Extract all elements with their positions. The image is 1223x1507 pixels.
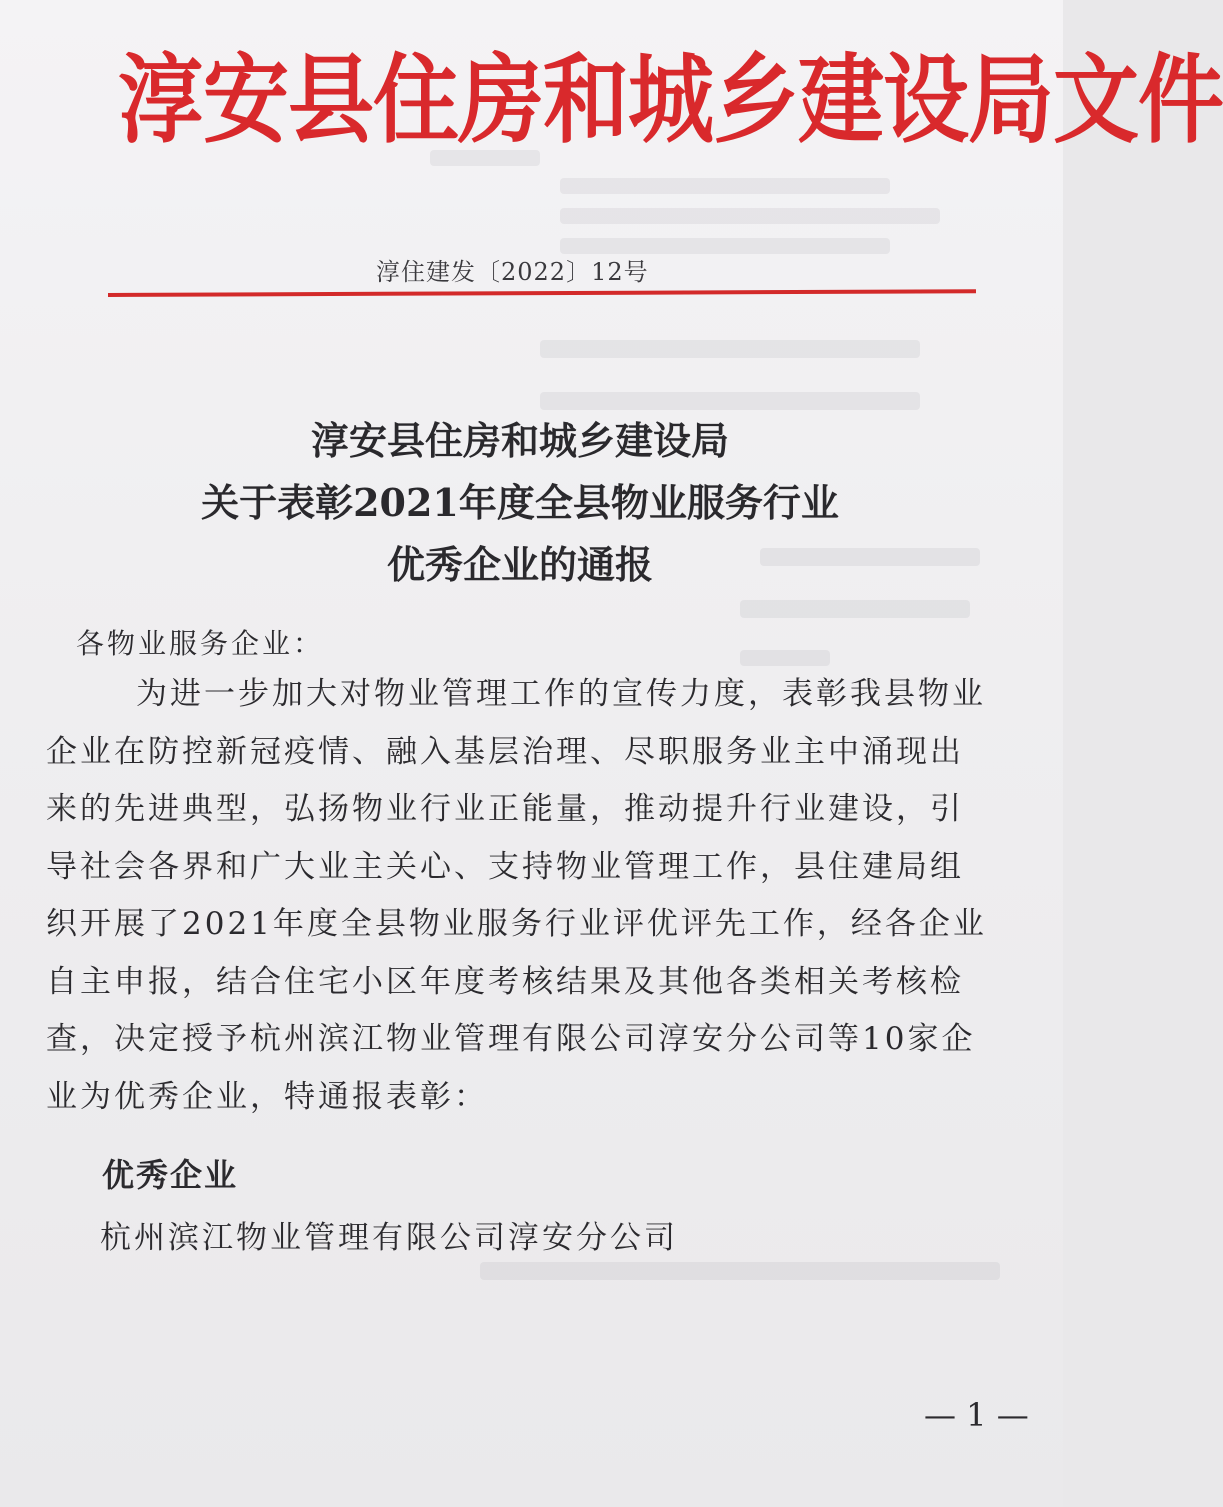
issuer-header-title: 淳安县住房和城乡建设局文件 <box>118 43 1223 157</box>
notice-title-line: 优秀企业的通报 <box>386 542 653 587</box>
body-line: 为进一步加大对物业管理工作的宣传力度，表彰我县物业 <box>136 676 986 712</box>
bleed-through-mark <box>480 1262 1000 1280</box>
body-line: 来的先进典型，弘扬物业行业正能量，推动提升行业建设，引 <box>46 791 964 827</box>
body-line: 自主申报，结合住宅小区年度考核结果及其他各类相关考核检 <box>46 963 964 1000</box>
body-line: 查，决定授予杭州滨江物业管理有限公司淳安分公司等10家企 <box>46 1021 976 1057</box>
red-separator-line <box>108 289 976 297</box>
section-heading: 优秀企业 <box>102 1156 239 1194</box>
body-line: 织开展了2021年度全县物业服务行业评优评先工作，经各企业 <box>46 906 987 942</box>
page-number: — 1 — <box>924 1396 1029 1434</box>
bleed-through-mark <box>740 650 830 666</box>
notice-body <box>46 666 986 1126</box>
body-line: 业为优秀企业，特通报表彰： <box>46 1078 488 1115</box>
notice-title <box>90 410 950 596</box>
bleed-through-mark <box>540 340 920 358</box>
notice-title-line: 关于表彰2021年度全县物业服务行业 <box>201 480 839 525</box>
salutation: 各物业服务企业： <box>76 627 325 660</box>
document-number: 淳住建发〔2022〕12号 <box>376 258 649 286</box>
body-line: 企业在防控新冠疫情、融入基层治理、尽职服务业主中涌现出 <box>46 733 964 770</box>
bleed-through-mark <box>740 600 970 618</box>
bleed-through-mark <box>560 208 940 224</box>
body-line: 导社会各界和广大业主关心、支持物业管理工作，县住建局组 <box>46 848 964 885</box>
awarded-company: 杭州滨江物业管理有限公司淳安分公司 <box>100 1220 678 1256</box>
bleed-through-mark <box>540 392 920 410</box>
notice-title-line: 淳安县住房和城乡建设局 <box>310 418 729 463</box>
bleed-through-mark <box>560 178 890 194</box>
